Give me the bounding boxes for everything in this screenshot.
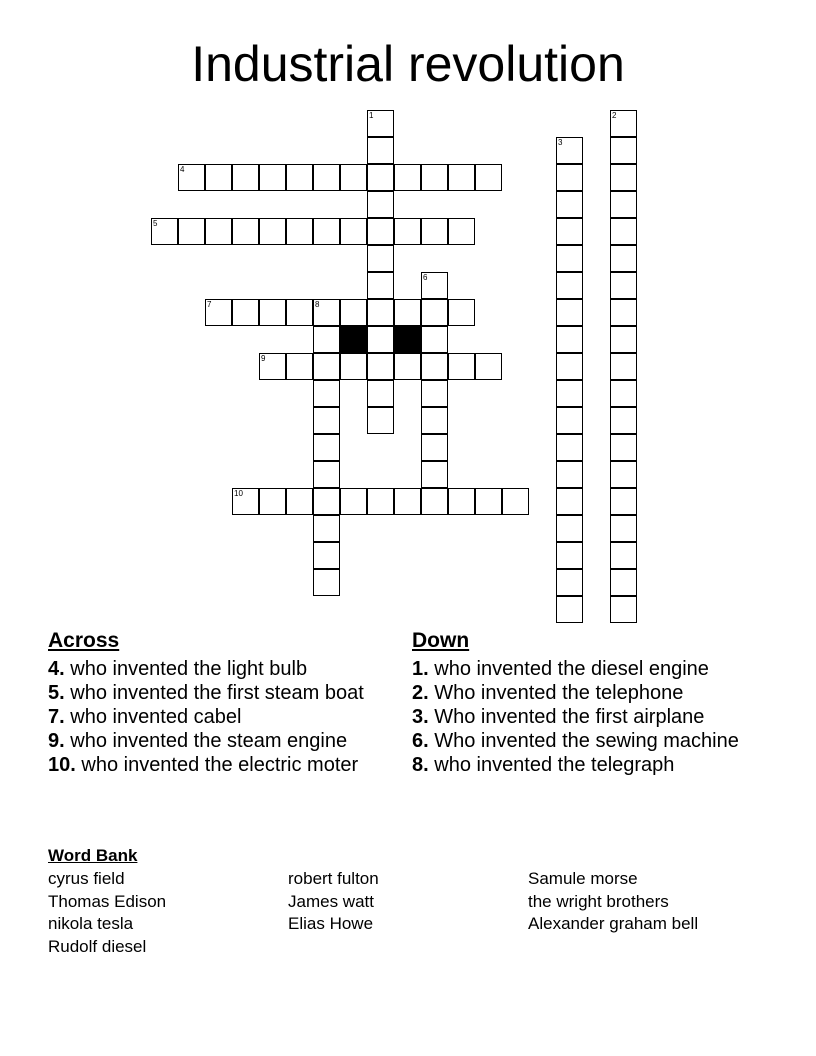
- grid-cell[interactable]: [259, 164, 286, 191]
- grid-cell[interactable]: [610, 245, 637, 272]
- grid-cell[interactable]: [421, 164, 448, 191]
- grid-cell[interactable]: [178, 218, 205, 245]
- grid-cell[interactable]: [286, 164, 313, 191]
- grid-cell[interactable]: [610, 569, 637, 596]
- grid-cell[interactable]: [610, 353, 637, 380]
- across-clue: 4. who invented the light bulb: [48, 658, 308, 680]
- grid-clue-number: 4: [180, 165, 185, 174]
- grid-cell[interactable]: [556, 326, 583, 353]
- grid-cell[interactable]: [421, 218, 448, 245]
- grid-cell[interactable]: [367, 272, 394, 299]
- grid-clue-number: 2: [612, 111, 617, 120]
- grid-cell[interactable]: [394, 353, 421, 380]
- grid-cell[interactable]: [232, 164, 259, 191]
- grid-cell[interactable]: [610, 299, 637, 326]
- grid-cell[interactable]: [313, 380, 340, 407]
- word-bank-item: Elias Howe: [288, 914, 374, 933]
- grid-cell[interactable]: [367, 380, 394, 407]
- grid-cell[interactable]: [259, 218, 286, 245]
- grid-cell[interactable]: [313, 461, 340, 488]
- grid-cell[interactable]: [367, 353, 394, 380]
- grid-cell[interactable]: [610, 326, 637, 353]
- down-clues: [412, 630, 757, 778]
- grid-cell[interactable]: [421, 326, 448, 353]
- grid-clue-number: 1: [369, 111, 374, 120]
- across-clue: 9. who invented the steam engine: [48, 730, 348, 752]
- down-clue: 6. Who invented the sewing machine: [412, 730, 739, 752]
- grid-cell[interactable]: [610, 218, 637, 245]
- grid-clue-number: 8: [315, 300, 320, 309]
- grid-cell[interactable]: [313, 434, 340, 461]
- grid-cell[interactable]: [367, 326, 394, 353]
- word-bank-item: Alexander graham bell: [528, 914, 699, 933]
- grid-cell[interactable]: [313, 569, 340, 596]
- grid-cell[interactable]: [367, 191, 394, 218]
- grid-cell[interactable]: [259, 299, 286, 326]
- grid-cell[interactable]: [394, 218, 421, 245]
- grid-cell[interactable]: [610, 596, 637, 623]
- grid-cell[interactable]: [232, 299, 259, 326]
- grid-cell[interactable]: [313, 353, 340, 380]
- word-bank-item: cyrus field: [48, 869, 125, 888]
- grid-cell[interactable]: [340, 164, 367, 191]
- grid-cell[interactable]: [232, 218, 259, 245]
- grid-clue-number: 7: [207, 300, 212, 309]
- across-clue: 5. who invented the first steam boat: [48, 682, 364, 704]
- word-bank-item: Rudolf diesel: [48, 937, 147, 956]
- grid-cell[interactable]: [475, 353, 502, 380]
- grid-cell[interactable]: [475, 488, 502, 515]
- down-clue: 3. Who invented the first airplane: [412, 706, 705, 728]
- down-clue: 2. Who invented the telephone: [412, 682, 684, 704]
- grid-cell[interactable]: [340, 299, 367, 326]
- grid-cell[interactable]: [610, 380, 637, 407]
- grid-cell[interactable]: [313, 164, 340, 191]
- grid-cell[interactable]: [556, 245, 583, 272]
- grid-cell[interactable]: [610, 515, 637, 542]
- grid-cell[interactable]: [313, 407, 340, 434]
- grid-cell[interactable]: [556, 272, 583, 299]
- across-heading: Across: [48, 629, 120, 652]
- grid-cell[interactable]: [610, 137, 637, 164]
- grid-cell[interactable]: [610, 191, 637, 218]
- grid-cell[interactable]: [286, 299, 313, 326]
- grid-cell[interactable]: [286, 488, 313, 515]
- grid-cell[interactable]: [313, 326, 340, 353]
- grid-cell[interactable]: [610, 272, 637, 299]
- grid-cell[interactable]: [556, 299, 583, 326]
- across-clues: [48, 630, 398, 778]
- word-bank-item: nikola tesla: [48, 914, 134, 933]
- grid-cell[interactable]: [205, 164, 232, 191]
- grid-cell[interactable]: [448, 164, 475, 191]
- grid-cell[interactable]: [610, 542, 637, 569]
- grid-cell[interactable]: [421, 461, 448, 488]
- grid-cell[interactable]: [610, 488, 637, 515]
- grid-cell[interactable]: [556, 434, 583, 461]
- grid-clue-number: 5: [153, 219, 158, 228]
- grid-cell[interactable]: [421, 353, 448, 380]
- grid-cell[interactable]: [394, 299, 421, 326]
- across-clue: 10. who invented the electric moter: [48, 754, 359, 776]
- grid-cell[interactable]: [394, 488, 421, 515]
- grid-cell[interactable]: [556, 515, 583, 542]
- block-square: [340, 326, 367, 353]
- grid-cell[interactable]: [556, 380, 583, 407]
- grid-cell[interactable]: [367, 407, 394, 434]
- grid-cell[interactable]: [502, 488, 529, 515]
- grid-cell[interactable]: [340, 218, 367, 245]
- grid-cell[interactable]: [313, 515, 340, 542]
- down-clue: 8. who invented the telegraph: [412, 754, 675, 776]
- block-square: [394, 326, 421, 353]
- grid-cell[interactable]: [367, 488, 394, 515]
- grid-cell[interactable]: [556, 191, 583, 218]
- grid-cell[interactable]: [448, 488, 475, 515]
- grid-cell[interactable]: [394, 164, 421, 191]
- grid-cell[interactable]: [556, 353, 583, 380]
- grid-cell[interactable]: [313, 218, 340, 245]
- down-heading: Down: [412, 629, 470, 652]
- grid-cell[interactable]: [367, 164, 394, 191]
- word-bank-title: Word Bank: [48, 846, 138, 865]
- grid-clue-number: 9: [261, 354, 266, 363]
- grid-cell[interactable]: [556, 407, 583, 434]
- grid-cell[interactable]: [421, 434, 448, 461]
- grid-cell[interactable]: [610, 434, 637, 461]
- grid-cell[interactable]: [421, 380, 448, 407]
- grid-cell[interactable]: [421, 299, 448, 326]
- grid-clue-number: 10: [234, 489, 243, 498]
- grid-cell[interactable]: [610, 164, 637, 191]
- grid-cell[interactable]: [259, 488, 286, 515]
- word-bank-item: the wright brothers: [528, 892, 669, 911]
- grid-cell[interactable]: [421, 407, 448, 434]
- grid-cell[interactable]: [286, 218, 313, 245]
- grid-cell[interactable]: [448, 218, 475, 245]
- grid-cell[interactable]: [556, 542, 583, 569]
- grid-cell[interactable]: [313, 488, 340, 515]
- grid-cell[interactable]: [556, 164, 583, 191]
- grid-cell[interactable]: [475, 164, 502, 191]
- down-clue: 1. who invented the diesel engine: [412, 658, 709, 680]
- word-bank-item: Thomas Edison: [48, 892, 167, 911]
- grid-cell[interactable]: [340, 353, 367, 380]
- grid-cell[interactable]: [205, 218, 232, 245]
- word-bank-item: robert fulton: [288, 869, 379, 888]
- grid-cell[interactable]: [610, 407, 637, 434]
- grid-cell[interactable]: [610, 461, 637, 488]
- grid-cell[interactable]: [556, 488, 583, 515]
- across-clue: 7. who invented cabel: [48, 706, 242, 728]
- grid-cell[interactable]: [448, 299, 475, 326]
- grid-cell[interactable]: [556, 218, 583, 245]
- grid-cell[interactable]: [367, 299, 394, 326]
- word-bank-item: Samule morse: [528, 869, 638, 888]
- grid-cell[interactable]: [448, 353, 475, 380]
- grid-cell[interactable]: [340, 488, 367, 515]
- grid-clue-number: 6: [423, 273, 428, 282]
- grid-cell[interactable]: [367, 218, 394, 245]
- grid-cell[interactable]: [556, 596, 583, 623]
- puzzle-title: Industrial revolution: [191, 36, 625, 92]
- word-bank-item: James watt: [288, 892, 374, 911]
- grid-cell[interactable]: [367, 245, 394, 272]
- grid-cell[interactable]: [367, 137, 394, 164]
- grid-cell[interactable]: [313, 542, 340, 569]
- grid-cell[interactable]: [556, 461, 583, 488]
- grid-clue-number: 3: [558, 138, 563, 147]
- grid-cell[interactable]: [286, 353, 313, 380]
- grid-cell[interactable]: [556, 569, 583, 596]
- grid-cell[interactable]: [421, 488, 448, 515]
